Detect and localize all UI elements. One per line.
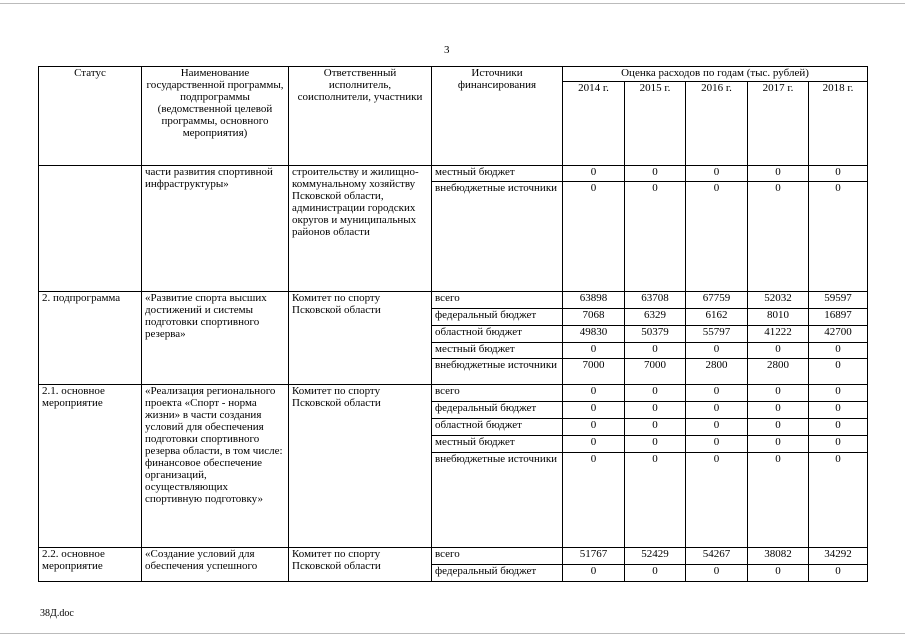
funding-source-cell: внебюджетные источники (432, 182, 563, 292)
amount-cell: 0 (625, 436, 686, 453)
amount-cell: 0 (686, 182, 748, 292)
amount-cell: 0 (748, 436, 809, 453)
amount-cell: 55797 (686, 326, 748, 343)
status-cell (39, 166, 142, 292)
amount-cell: 0 (686, 565, 748, 582)
amount-cell: 0 (563, 343, 625, 359)
amount-cell: 52032 (748, 292, 809, 309)
amount-cell: 50379 (625, 326, 686, 343)
amount-cell: 0 (809, 402, 868, 419)
amount-cell: 2800 (748, 359, 809, 385)
amount-cell: 0 (563, 385, 625, 402)
amount-cell: 63898 (563, 292, 625, 309)
amount-cell: 0 (748, 419, 809, 436)
amount-cell: 0 (563, 166, 625, 182)
amount-cell: 0 (625, 343, 686, 359)
amount-cell: 0 (563, 453, 625, 548)
amount-cell: 0 (625, 402, 686, 419)
amount-cell: 49830 (563, 326, 625, 343)
status-cell: 2. подпрограмма (39, 292, 142, 385)
header-estimate: Оценка расходов по годам (тыс. рублей) (563, 67, 868, 82)
amount-cell: 0 (809, 359, 868, 385)
amount-cell: 0 (563, 402, 625, 419)
executor-cell: Комитет по спорту Псковской области (289, 548, 432, 582)
amount-cell: 0 (748, 385, 809, 402)
table-row (39, 166, 868, 182)
amount-cell: 0 (563, 182, 625, 292)
amount-cell: 0 (563, 436, 625, 453)
executor-cell: Комитет по спорту Псковской области (289, 385, 432, 548)
amount-cell: 38082 (748, 548, 809, 565)
amount-cell: 0 (625, 182, 686, 292)
amount-cell: 0 (748, 402, 809, 419)
amount-cell: 0 (563, 419, 625, 436)
year-header: 2018 г. (809, 82, 868, 166)
amount-cell: 0 (686, 436, 748, 453)
amount-cell: 0 (563, 565, 625, 582)
amount-cell: 0 (748, 166, 809, 182)
program-name-cell: «Развитие спорта высших достижений и системы подготовки спортивного резерва» (142, 292, 289, 385)
funding-source-cell: всего (432, 292, 563, 309)
year-header: 2017 г. (748, 82, 809, 166)
budget-table (38, 66, 868, 582)
year-header: 2014 г. (563, 82, 625, 166)
amount-cell: 0 (625, 166, 686, 182)
funding-source-cell: федеральный бюджет (432, 309, 563, 326)
funding-source-cell: местный бюджет (432, 166, 563, 182)
program-name-cell: части развития спортивной инфраструктуры» (142, 166, 289, 292)
status-cell: 2.2. основное мероприятие (39, 548, 142, 582)
status-cell: 2.1. основное мероприятие (39, 385, 142, 548)
scan-edge-bottom (0, 633, 905, 634)
program-name-cell: «Создание условий для обеспечения успешного (142, 548, 289, 582)
amount-cell: 54267 (686, 548, 748, 565)
year-header: 2015 г. (625, 82, 686, 166)
header-name: Наименование государственной программы, подпрограммы (ведомственной целевой программы, основного мероприятия) (142, 67, 289, 166)
scan-edge-top (0, 3, 905, 4)
funding-source-cell: местный бюджет (432, 436, 563, 453)
table-row (39, 385, 868, 402)
amount-cell: 42700 (809, 326, 868, 343)
amount-cell: 52429 (625, 548, 686, 565)
footer-filename: 38Д.doc (40, 608, 74, 619)
amount-cell: 0 (686, 402, 748, 419)
amount-cell: 2800 (686, 359, 748, 385)
amount-cell: 63708 (625, 292, 686, 309)
amount-cell: 59597 (809, 292, 868, 309)
funding-source-cell: федеральный бюджет (432, 565, 563, 582)
amount-cell: 0 (748, 182, 809, 292)
funding-source-cell: всего (432, 385, 563, 402)
header-executor: Ответственный исполнитель, соисполнители, участники (289, 67, 432, 166)
amount-cell: 0 (686, 419, 748, 436)
year-header: 2016 г. (686, 82, 748, 166)
funding-source-cell: областной бюджет (432, 419, 563, 436)
amount-cell: 0 (748, 565, 809, 582)
amount-cell: 0 (809, 453, 868, 548)
funding-source-cell: внебюджетные источники (432, 359, 563, 385)
amount-cell: 0 (686, 453, 748, 548)
amount-cell: 0 (686, 385, 748, 402)
amount-cell: 41222 (748, 326, 809, 343)
amount-cell: 6329 (625, 309, 686, 326)
amount-cell: 0 (686, 343, 748, 359)
amount-cell: 7068 (563, 309, 625, 326)
amount-cell: 51767 (563, 548, 625, 565)
budget-table-body (39, 166, 868, 582)
amount-cell: 16897 (809, 309, 868, 326)
header-status: Статус (39, 67, 142, 166)
table-row (39, 548, 868, 565)
table-row (39, 292, 868, 309)
funding-source-cell: внебюджетные источники (432, 453, 563, 548)
page-number: 3 (444, 44, 450, 56)
amount-cell: 34292 (809, 548, 868, 565)
amount-cell: 0 (625, 419, 686, 436)
amount-cell: 0 (809, 343, 868, 359)
funding-source-cell: всего (432, 548, 563, 565)
header-sources: Источники финансирования (432, 67, 563, 166)
funding-source-cell: местный бюджет (432, 343, 563, 359)
amount-cell: 67759 (686, 292, 748, 309)
amount-cell: 0 (809, 182, 868, 292)
amount-cell: 0 (809, 385, 868, 402)
amount-cell: 0 (809, 436, 868, 453)
amount-cell: 7000 (625, 359, 686, 385)
amount-cell: 0 (748, 343, 809, 359)
amount-cell: 8010 (748, 309, 809, 326)
program-name-cell: «Реализация регионального проекта «Спорт - норма жизни» в части создания условий для обеспечения подготовки спортивного резерва области, в том числе: финансовое обеспечение организаций, осуществляющих спортивную подготовку» (142, 385, 289, 548)
amount-cell: 0 (625, 453, 686, 548)
funding-source-cell: областной бюджет (432, 326, 563, 343)
amount-cell: 0 (625, 565, 686, 582)
amount-cell: 0 (809, 565, 868, 582)
amount-cell: 0 (686, 166, 748, 182)
executor-cell: строительству и жилищно-коммунальному хозяйству Псковской области, администрации городских округов и муниципальных районов области (289, 166, 432, 292)
funding-source-cell: федеральный бюджет (432, 402, 563, 419)
amount-cell: 0 (748, 453, 809, 548)
amount-cell: 7000 (563, 359, 625, 385)
amount-cell: 6162 (686, 309, 748, 326)
executor-cell: Комитет по спорту Псковской области (289, 292, 432, 385)
amount-cell: 0 (809, 166, 868, 182)
amount-cell: 0 (625, 385, 686, 402)
amount-cell: 0 (809, 419, 868, 436)
